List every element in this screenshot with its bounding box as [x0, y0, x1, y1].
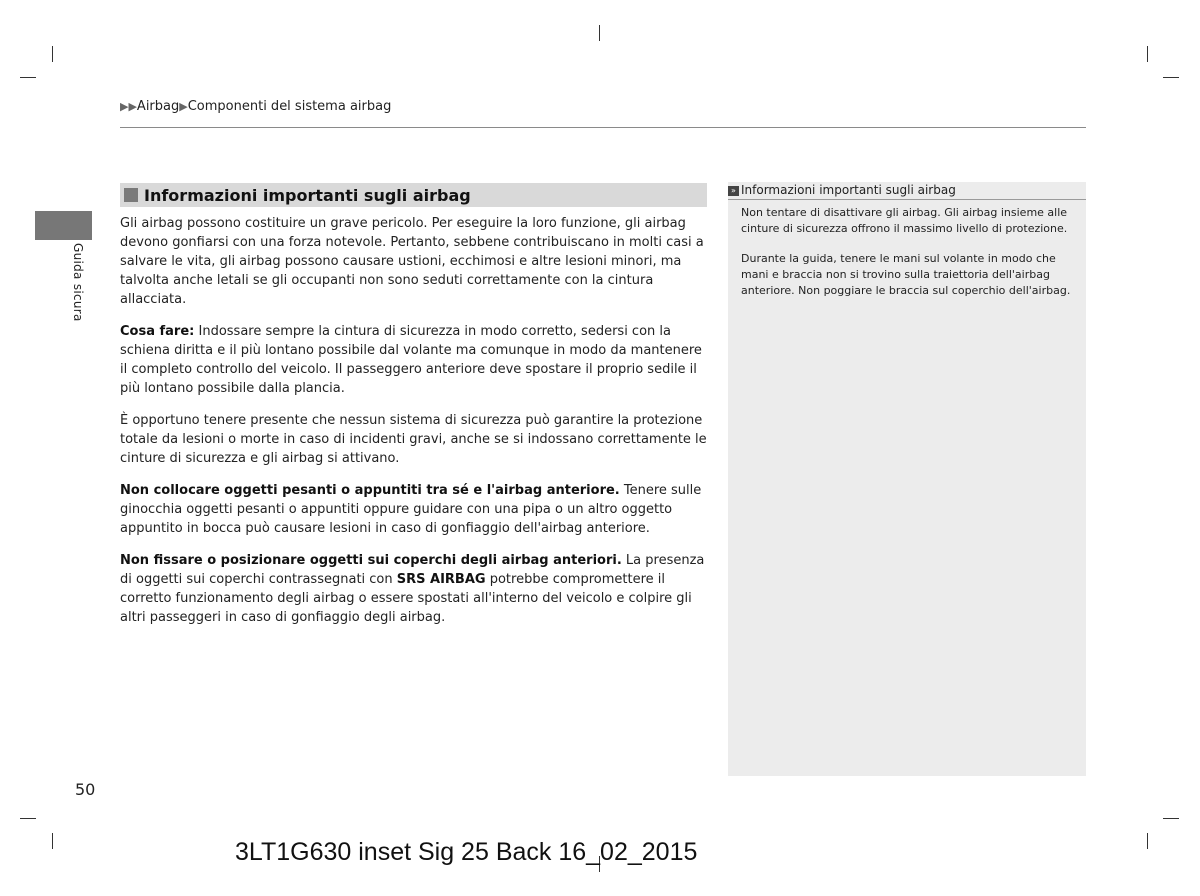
- paragraph-lead: Non collocare oggetti pesanti o appuntiti tra sé e l'airbag anteriore.: [120, 483, 620, 498]
- crop-mark: [599, 25, 600, 41]
- section-title: Informazioni importanti sugli airbag: [144, 185, 471, 205]
- side-note-divider: [728, 199, 1086, 200]
- header-divider: [120, 127, 1086, 128]
- paragraph-lead: Non fissare o posizionare oggetti sui coperchi degli airbag anteriori.: [120, 553, 622, 568]
- body-paragraph: Gli airbag possono costituire un grave pericolo. Per eseguire la loro funzione, gli airbag devono gonfiarsi con una forza notevole. Pertanto, sebbene contribuiscano in molti casi a salvare le vita, gli airbag possono causare ustioni, ecchimosi e altre lesioni minori, ma talvolta anche letali se gli occupanti non sono seduti correttamente con la cintura allacciata.: [120, 216, 704, 307]
- double-chevron-icon: »: [728, 186, 739, 196]
- crop-mark: [20, 818, 36, 819]
- side-note-paragraph: Durante la guida, tenere le mani sul volante in modo che mani e braccia non si trovino sulla traiettoria dell'airbag anteriore. Non poggiare le braccia sul coperchio dell'airbag.: [741, 252, 1071, 297]
- chapter-tab-label: Guida sicura: [71, 243, 85, 322]
- body-paragraph: Non collocare oggetti pesanti o appuntiti tra sé e l'airbag anteriore. Tenere sulle ginocchia oggetti pesanti o appuntiti oppure guidare con una pipa o un altro oggetto appuntito in bocca può causare lesioni in caso di gonfiaggio dell'airbag anteriore.: [120, 483, 702, 536]
- side-note-body: [741, 205, 1076, 313]
- body-paragraph: Cosa fare: Indossare sempre la cintura di sicurezza in modo corretto, sedersi con la schiena diritta e il più lontano possibile dal volante ma comunque in modo da mantenere il completo controllo del veicolo. Il passeggero anteriore deve spostare il proprio sedile il più lontano possibile dalla plancia.: [120, 324, 702, 396]
- srs-airbag-label: SRS AIRBAG: [396, 572, 486, 587]
- side-note-paragraph: Non tentare di disattivare gli airbag. Gli airbag insieme alle cinture di sicurezza offrono il massimo livello di protezione.: [741, 206, 1068, 235]
- print-slug: 3LT1G630 inset Sig 25 Back 16_02_2015: [235, 838, 698, 866]
- paragraph-lead: Cosa fare:: [120, 324, 195, 339]
- heading-square-icon: [124, 188, 138, 202]
- crop-mark: [52, 46, 53, 62]
- breadcrumb: [120, 99, 391, 114]
- breadcrumb-marker-icon: ▶▶: [120, 100, 137, 113]
- breadcrumb-separator-icon: ▶: [179, 100, 188, 113]
- section-heading: [120, 183, 707, 207]
- body-paragraph: Non fissare o posizionare oggetti sui coperchi degli airbag anteriori. La presenza di oggetti sui coperchi contrassegnati con SRS AIRBAG potrebbe compromettere il corretto funzionamento degli airbag o essere spostati all'interno del veicolo e colpire gli altri passeggeri in caso di gonfiaggio degli airbag.: [120, 553, 705, 625]
- crop-mark: [1147, 46, 1148, 62]
- side-note-title: » Informazioni importanti sugli airbag: [728, 183, 1085, 197]
- page-number: 50: [75, 780, 96, 799]
- breadcrumb-item-componenti[interactable]: Componenti del sistema airbag: [187, 99, 392, 114]
- crop-mark: [1163, 77, 1179, 78]
- breadcrumb-item-airbag[interactable]: Airbag: [136, 99, 180, 114]
- crop-mark: [20, 77, 36, 78]
- body-paragraph: È opportuno tenere presente che nessun sistema di sicurezza può garantire la protezione totale da lesioni o morte in caso di incidenti gravi, anche se si indossano correttamente le cinture di sicurezza e gli airbag si attivano.: [120, 413, 707, 466]
- crop-mark: [1147, 833, 1148, 849]
- crop-mark: [52, 833, 53, 849]
- chapter-tab-marker: [35, 211, 92, 240]
- section-body: [120, 214, 710, 640]
- crop-mark: [1163, 818, 1179, 819]
